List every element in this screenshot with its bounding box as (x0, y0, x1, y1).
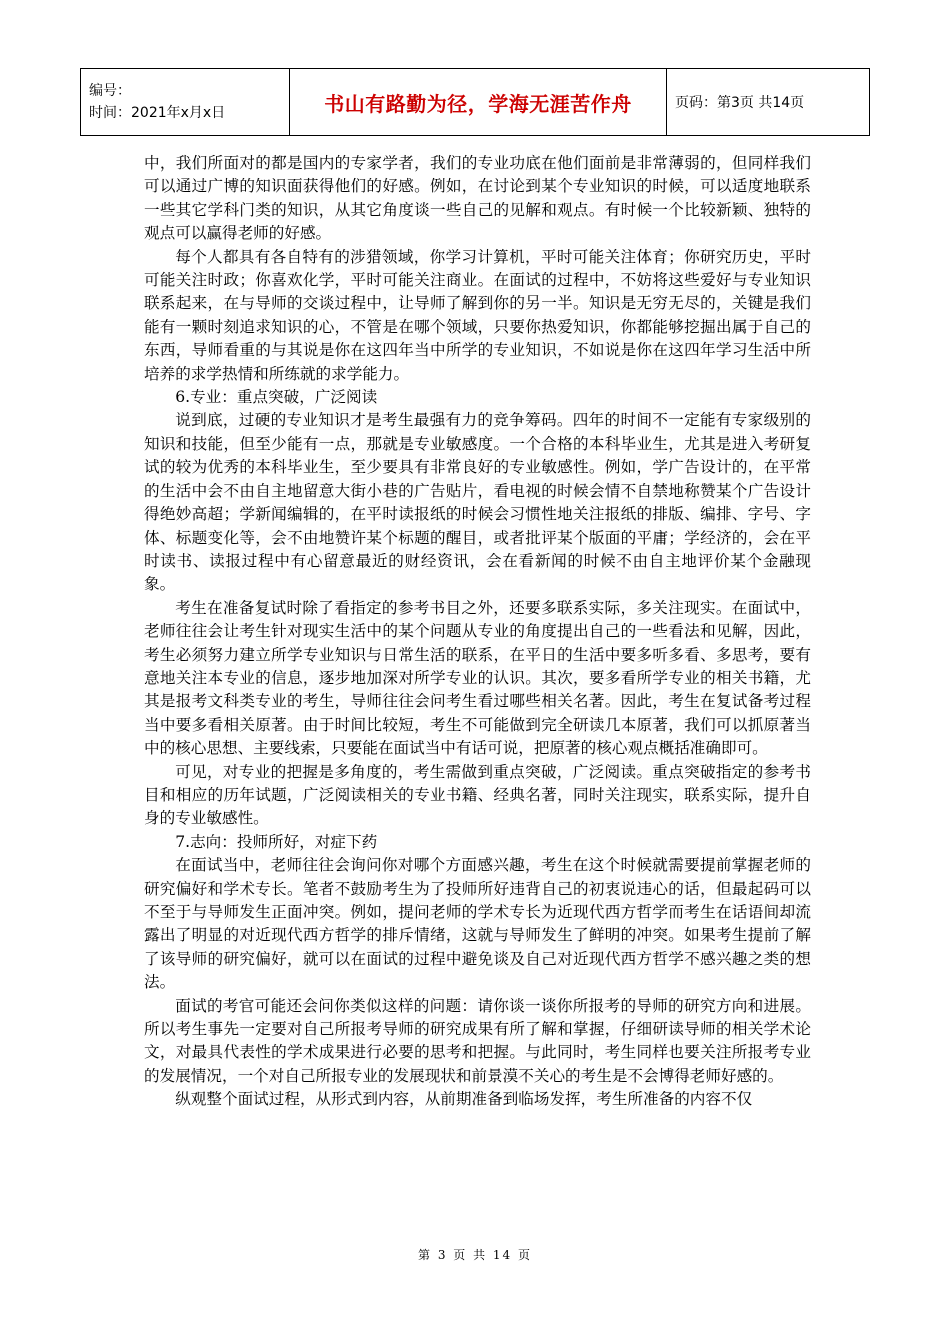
header-motto: 书山有路勤为径，学海无涯苦作舟 (290, 69, 667, 136)
header-info-cell (81, 69, 290, 136)
header-page-number: 页码：第3页 共14页 (667, 69, 870, 136)
page-footer: 第 3 页 共 14 页 (418, 1248, 532, 1262)
body-paragraph: 在面试当中，老师往往会询问你对哪个方面感兴趣，考生在这个时候就需要提前掌握老师的研究偏好和学术专长。笔者不鼓励考生为了投师所好违背自己的初衷说违心的话，但最起码可以不至于与导师发生正面冲突。例如，提问老师的学术专长为近现代西方哲学而考生在话语间却流露出了明显的对近现代西方哲学的排斥情绪，这就与导师发生了鲜明的冲突。如果考生提前了解了该导师的研究偏好，就可以在面试的过程中避免谈及自己对近现代西方哲学不感兴趣之类的想法。 (144, 856, 811, 992)
body-paragraph: 6.专业：重点突破，广泛阅读 (175, 388, 378, 407)
body-paragraph: 每个人都具有各自特有的涉猎领域，你学习计算机，平时可能关注体育；你研究历史，平时可能关注时政；你喜欢化学，平时可能关注商业。在面试的过程中，不妨将这些爱好与专业知识联系起来，在与导师的交谈过程中，让导师了解到你的另一半。知识是无穷无尽的，关键是我们能有一颗时刻追求知识的心，不管是在哪个领域，只要你热爱知识，你都能够挖掘出属于自己的东西，导师看重的与其说是你在这四年当中所学的专业知识，不如说是你在这四年学习生活中所培养的求学热情和所练就的求学能力。 (144, 247, 811, 383)
body-paragraph: 中，我们所面对的都是国内的专家学者，我们的专业功底在他们面前是非常薄弱的，但同样我们可以通过广博的知识面获得他们的好感。例如，在讨论到某个专业知识的时候，可以适度地联系一些其它学科门类的知识，从其它角度谈一些自己的见解和观点。有时候一个比较新颖、独特的观点可以赢得老师的好感。 (144, 154, 811, 243)
document-time-label: 时间：2021年x月x日 (89, 105, 226, 121)
body-paragraph: 7.志向：投师所好，对症下药 (175, 832, 378, 851)
body-paragraph: 考生在准备复试时除了看指定的参考书目之外，还要多联系实际，多关注现实。在面试中，老师往往会让考生针对现实生活中的某个问题从专业的角度提出自己的一些看法和见解，因此，考生必须努力建立所学专业知识与日常生活的联系，在平日的生活中要多听多看、多思考，要有意地关注本专业的信息，逐步地加深对所学专业的认识。其次，要多看所学专业的相关书籍，尤其是报考文科类专业的考生，导师往往会问考生看过哪些相关名著。因此，考生在复试备考过程当中要多看相关原著。由于时间比较短，考生不可能做到完全研读几本原著，我们可以抓原著当中的核心思想、主要线索，只要能在面试当中有话可说，把原著的核心观点概括准确即可。 (144, 598, 811, 758)
page-header (80, 68, 870, 136)
body-paragraph: 纵观整个面试过程，从形式到内容，从前期准备到临场发挥，考生所准备的内容不仅 (175, 1090, 753, 1109)
body-paragraph: 说到底，过硬的专业知识才是考生最强有力的竞争筹码。四年的时间不一定能有专家级别的知识和技能，但至少能有一点，那就是专业敏感度。一个合格的本科毕业生，尤其是进入考研复试的较为优秀的本科毕业生，至少要具有非常良好的专业敏感性。例如，学广告设计的，在平常的生活中会不由自主地留意大街小巷的广告贴片，看电视的时候会情不自禁地称赞某个广告设计得绝妙高超；学新闻编辑的，在平时读报纸的时候会习惯性地关注报纸的排版、编排、字号、字体、标题变化等，会不由地赞许某个标题的醒目，或者批评某个版面的平庸；学经济的，会在平时读书、读报过程中有心留意最近的财经资讯，会在看新闻的时候不由自主地评价某个金融现象。 (144, 411, 811, 594)
document-body (144, 152, 811, 1112)
body-paragraph: 面试的考官可能还会问你类似这样的问题：请你谈一谈你所报考的导师的研究方向和进展。所以考生事先一定要对自己所报考导师的研究成果有所了解和掌握，仔细研读导师的相关学术论文，对最具代表性的学术成果进行必要的思考和把握。与此同时，考生同样也要关注所报考专业的发展情况，一个对自己所报专业的发展现状和前景漠不关心的考生是不会博得老师好感的。 (144, 996, 811, 1085)
body-paragraph: 可见，对专业的把握是多角度的，考生需做到重点突破，广泛阅读。重点突破指定的参考书目和相应的历年试题，广泛阅读相关的专业书籍、经典名著，同时关注现实，联系实际，提升自身的专业敏感性。 (144, 762, 811, 828)
document-number-label: 编号： (89, 83, 131, 99)
